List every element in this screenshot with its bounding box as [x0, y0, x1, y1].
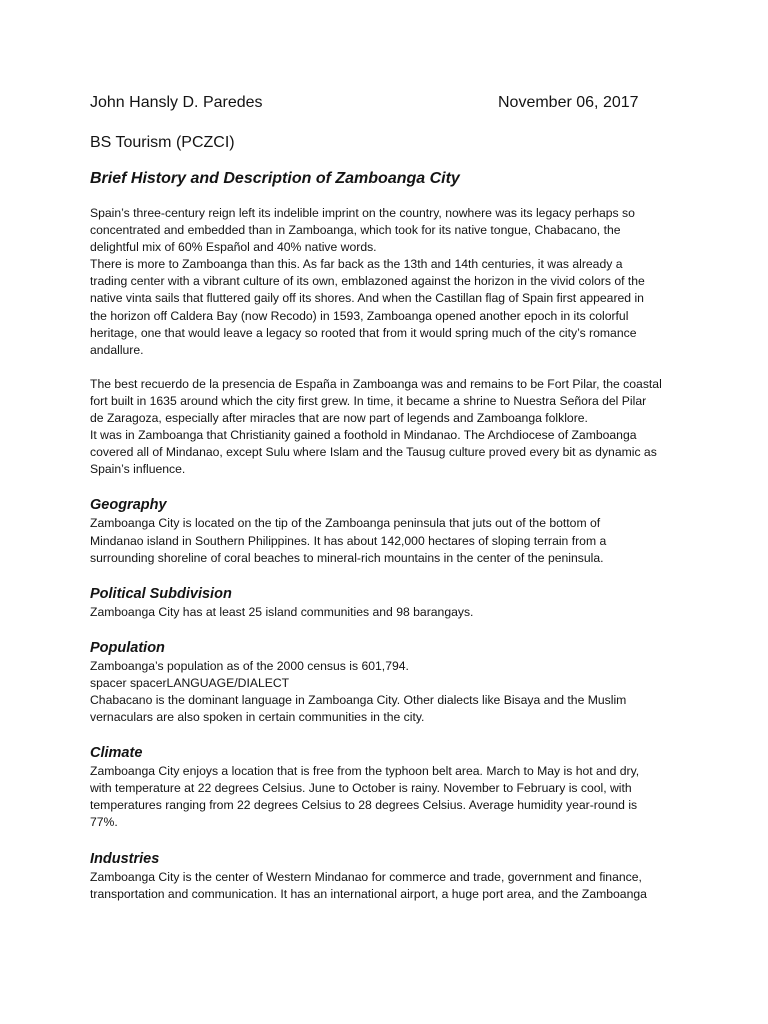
text-line: Zamboanga’s population as of the 2000 census is 601,794. [90, 658, 409, 673]
text-line: Zamboanga City enjoys a location that is free from the typhoon belt area. March to May is hot and dry, [90, 764, 640, 779]
text-line: Spain’s three-century reign left its indelible imprint on the country, nowhere was its legacy perhaps so [90, 206, 635, 220]
text-line: temperatures ranging from 22 degrees Celsius to 28 degrees Celsius. Average humidity year-round is [90, 798, 638, 813]
text-line: transportation and communication. It has an international airport, a huge port area, and the Zamboanga [90, 886, 647, 901]
text-line: 77%. [90, 815, 118, 830]
section-heading-geography: Geography [90, 497, 167, 514]
text-line: trading center with a vibrant culture of its own, emblazoned against the horizon in the vivid colors of the [90, 274, 645, 289]
text-line: Zamboanga City is located on the tip of the Zamboanga peninsula that juts out of the bottom of [90, 516, 601, 531]
header-row [90, 94, 690, 118]
text-line: spacer spacerLANGUAGE/DIALECT [90, 675, 290, 690]
text-line: with temperature at 22 degrees Celsius. June to October is rainy. November to February is cool, with [90, 781, 632, 796]
intro-paragraph-2 [90, 256, 690, 359]
section-heading-population: Population [90, 639, 165, 656]
section-heading-political-subdivision: Political Subdivision [90, 585, 232, 602]
text-line: Zamboanga City is the center of Western Mindanao for commerce and trade, government and finance, [90, 869, 642, 884]
text-line: vernaculars are also spoken in certain communities in the city. [90, 710, 425, 725]
section-heading-climate: Climate [90, 745, 143, 762]
section-body-population [90, 658, 690, 726]
document-title: Brief History and Description of Zamboanga City [90, 170, 460, 187]
text-line: It was in Zamboanga that Christianity gained a foothold in Mindanao. The Archdiocese of Zamboanga [90, 428, 637, 443]
text-line: Zamboanga City has at least 25 island communities and 98 barangays. [90, 604, 474, 619]
text-line: andallure. [90, 342, 144, 357]
document-content [90, 94, 690, 903]
text-line: heritage, one that would leave a legacy so rooted that from it would spring much of the city’s romance [90, 325, 637, 340]
text-line: the horizon off Caldera Bay (now Recodo) in 1593, Zamboanga opened another epoch in its colorful [90, 308, 629, 323]
text-line: There is more to Zamboanga than this. As far back as the 13th and 14th centuries, it was already a [90, 257, 623, 272]
section-body-industries [90, 869, 690, 903]
text-line: Spain’s influence. [90, 462, 186, 477]
document-date: November 06, 2017 [498, 94, 639, 111]
text-line: The best recuerdo de la presencia de España in Zamboanga was and remains to be Fort Pilar, the coastal [90, 376, 662, 391]
text-line: concentrated and embedded than in Zamboanga, which took for its native tongue, Chabacano, the [90, 223, 621, 238]
text-line: surrounding shoreline of coral beaches to mineral-rich mountains in the center of the peninsula. [90, 550, 604, 565]
intro-paragraph-3 [90, 376, 690, 427]
text-line: delightful mix of 60% Español and 40% native words. [90, 240, 377, 255]
intro-paragraph-4 [90, 427, 690, 478]
text-line: Chabacano is the dominant language in Zamboanga City. Other dialects like Bisaya and the Muslim [90, 692, 627, 707]
section-body-geography [90, 515, 690, 566]
text-line: covered all of Mindanao, except Sulu where Islam and the Tausug culture proved every bit as dynamic as [90, 445, 657, 460]
section-body-climate [90, 763, 690, 831]
intro-paragraph-1 [90, 205, 690, 256]
section-heading-industries: Industries [90, 850, 160, 867]
author-name: John Hansly D. Paredes [90, 94, 263, 111]
course-label: BS Tourism (PCZCI) [90, 134, 235, 151]
text-line: Mindanao island in Southern Philippines. It has about 142,000 hectares of sloping terrain from a [90, 533, 607, 548]
text-line: de Zaragoza, especially after miracles that are now part of legends and Zamboanga folklore. [90, 411, 588, 426]
section-body-political-subdivision [90, 604, 690, 621]
text-line: native vinta sails that fluttered gaily off its shores. And when the Castillan flag of Spain first appeared in [90, 291, 644, 306]
text-line: fort built in 1635 around which the city first grew. In time, it became a shrine to Nuestra Señora del Pilar [90, 393, 647, 408]
